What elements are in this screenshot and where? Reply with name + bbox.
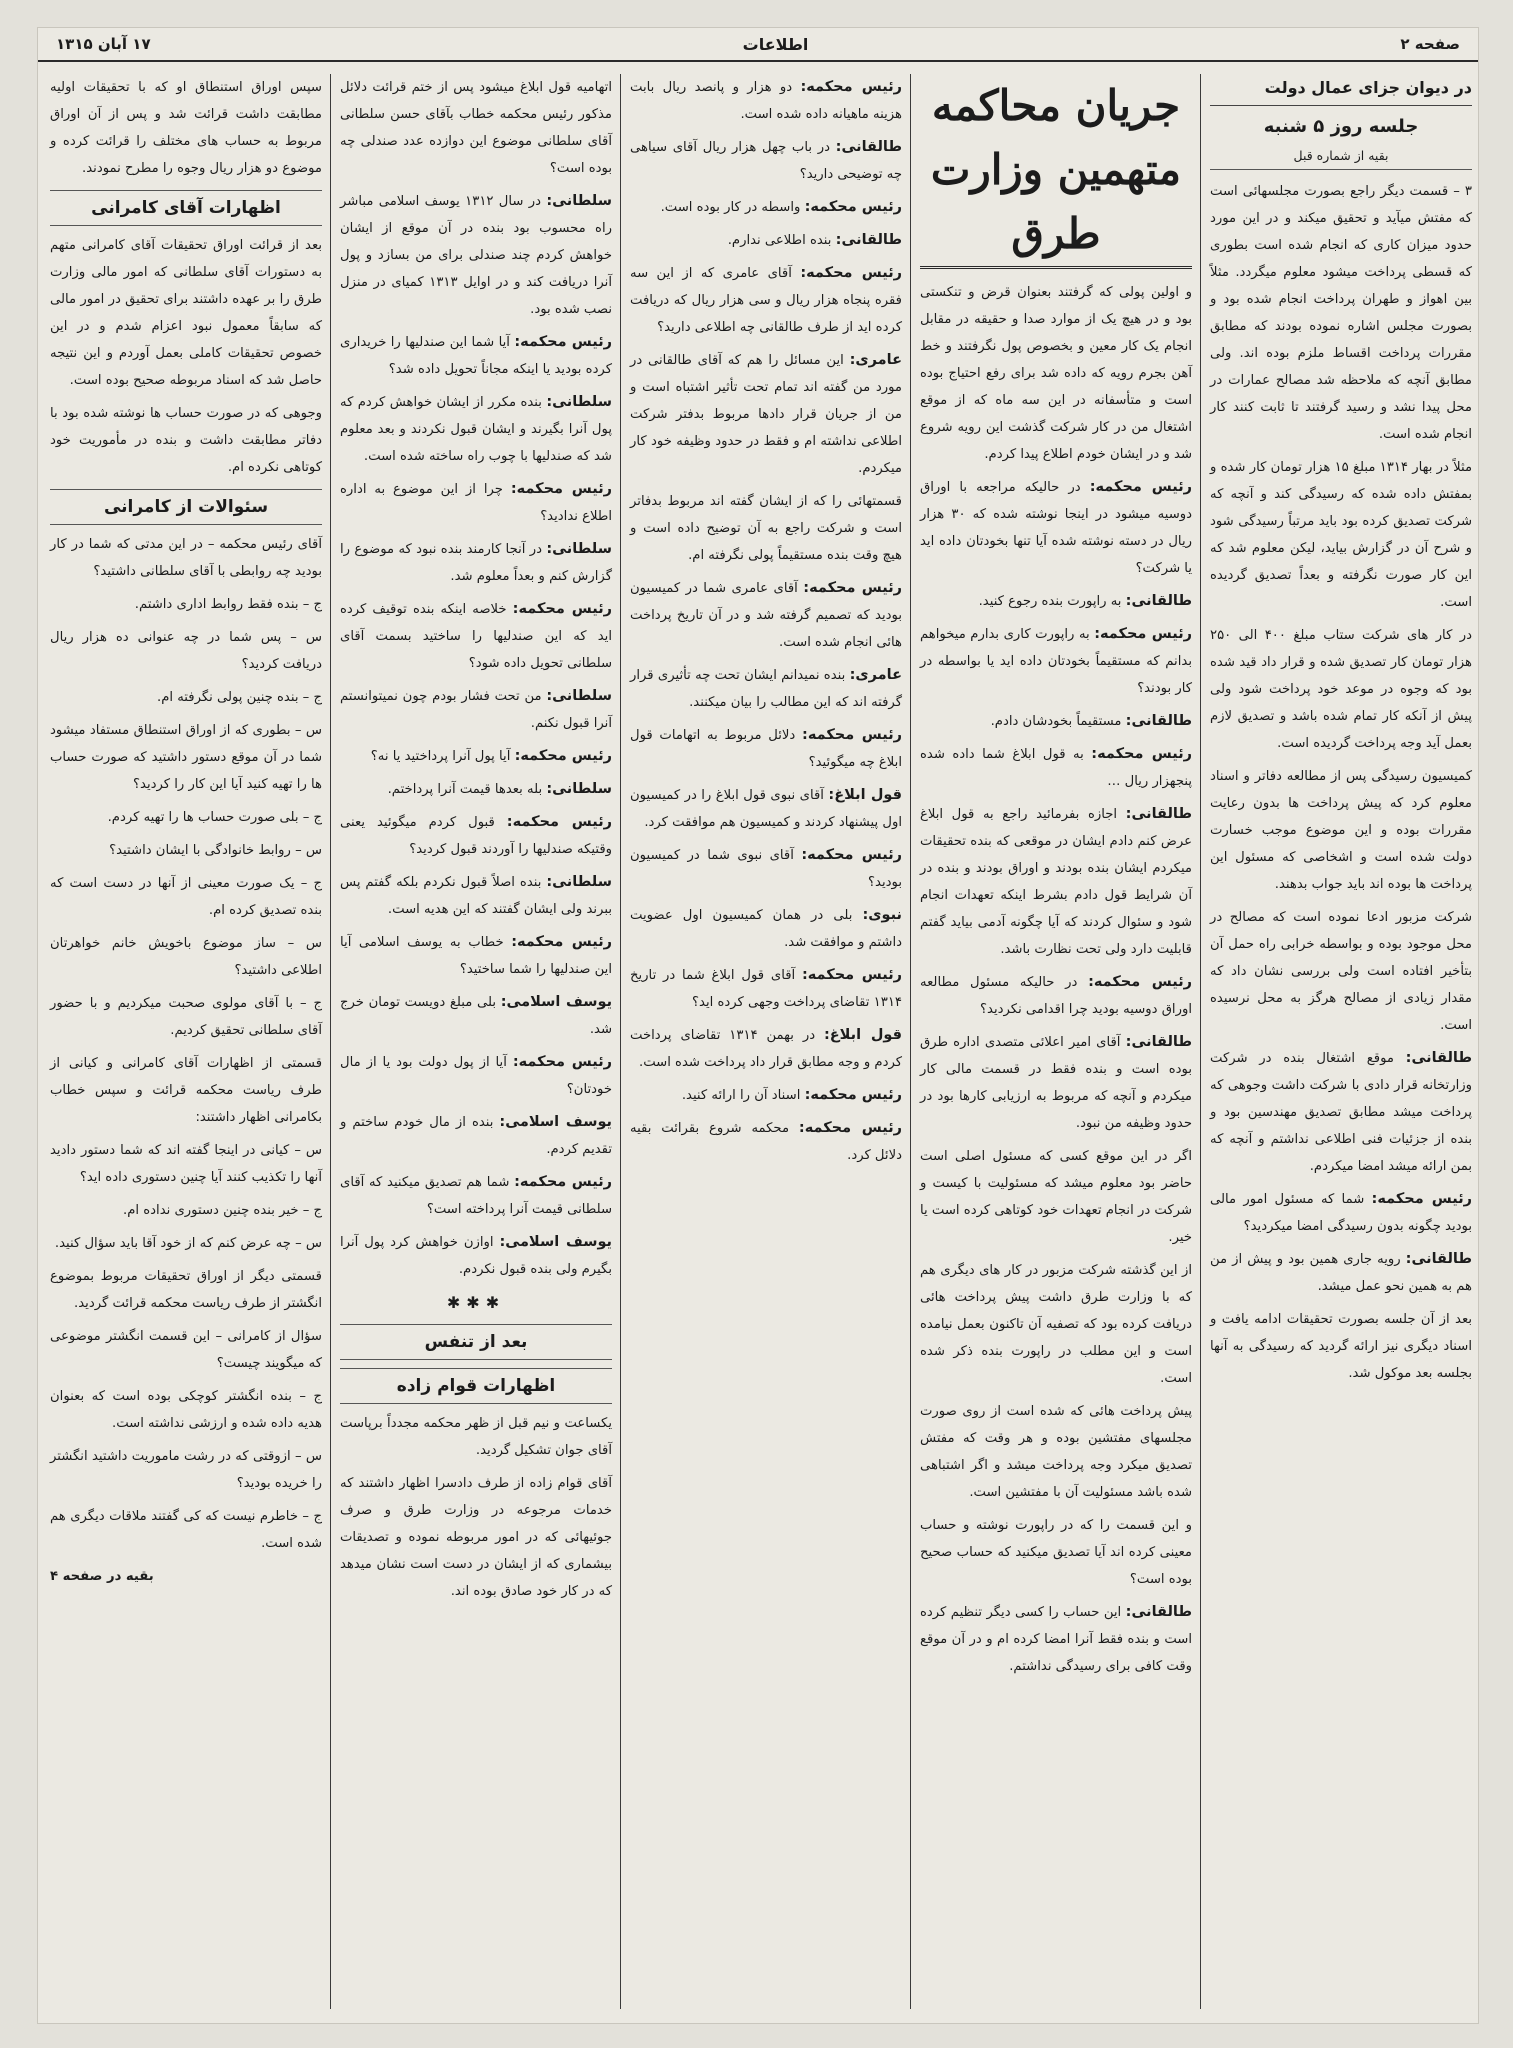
article-paragraph: طالقانی: بنده اطلاعی ندارم. [727,232,902,248]
article-paragraph: س – چه عرض کنم که از خود آقا باید سؤال کنید. [54,1236,322,1251]
speaker-name: رئیس محکمه: [514,748,612,764]
article-paragraph: طالقانی: اجازه بفرمائید راجع به قول ابلاغ عرض کنم دادم ایشان در موقعی که بنده تحقیقات میکردم ایشان بنده بودند و اوراق بودند و بنده در آن شرایط قول دادم بشرط اینکه تعهدات انجام شود و سئوال کردند که آیا چگونه آدمی بیاید گفتم قابلیت دارد ولی تحت نظارت باشد. [920,806,1192,957]
article-paragraph: یوسف اسلامی: اوازن خواهش کرد پول آنرا بگیرم ولی بنده قبول نکردم. [340,1234,613,1277]
speaker-name: یوسف اسلامی: [500,994,613,1010]
session-title: جلسه روز ۵ شنبه [1263,116,1419,137]
article-paragraph: ج – خاطرم نیست که کی گفتند ملاقات دیگری هم شده است. [50,1509,322,1551]
article-paragraph: ج – یک صورت معینی از آنها در دست است که بنده تصدیق کرده ام. [50,876,322,918]
column-rule [1200,74,1201,2009]
article-paragraph: ج – خیر بنده چنین دستوری نداده ام. [123,1203,322,1218]
speaker-name: یوسف اسلامی: [499,1114,612,1130]
article-paragraph: یوسف اسلامی: بنده از مال خودم ساختم و تقدیم کردم. [340,1114,612,1157]
article-paragraph: شرکت مزبور ادعا نموده است که مصالح در محل موجود بوده و بواسطه خرابی راه حمل آن بتأخیر افتاده است ولی بررسی نشان داد که مقدار زیادی از مصالح هرگز به محل نرسیده است. [1210,910,1472,1033]
column-5-kamrani-body [50,232,322,481]
article-paragraph: رئیس محکمه: شما که مسئول امور مالی بودید چگونه بدون رسیدگی امضا میکردید؟ [1210,1191,1473,1234]
article-paragraph: رئیس محکمه: آقای نبوی شما در کمیسیون بودید؟ [630,847,902,890]
column-1-body [1210,178,1472,1387]
article-paragraph: قسمتی از اظهارات آقای کامرانی و کیانی از طرف ریاست محکمه قرائت و سپس خطاب بکامرانی اظهار داشتند: [50,1056,322,1125]
speaker-name: رئیس محکمه: [798,1120,902,1136]
article-paragraph: عامری: بنده نمیدانم ایشان تحت چه تأثیری قرار گرفته اند که این مطالب را بیان میکنند. [630,667,902,710]
speaker-name: طالقانی: [1125,593,1192,609]
article-paragraph: پیش پرداخت هائی که شده است از روی صورت مجلسهای مفتشین بوده و هر وقت که مفتش تصدیق میکرد وجه پرداخت میشد و اگر اشتباهی شده باشد مسئولیت آن با مفتشین است. [920,1404,1192,1500]
article-paragraph: طالقانی: آقای امیر اعلائی متصدی اداره طرق بوده است و بنده فقط در قسمت مالی کار میکردم و آنچه که مربوط به ارزیابی کارها بود در حدود وظیفه من نبود. [920,1034,1192,1131]
article-paragraph: رئیس محکمه: آیا از پول دولت بود یا از مال خودتان؟ [340,1054,612,1097]
article-paragraph: یوسف اسلامی: بلی مبلغ دویست تومان خرج شد. [340,994,613,1037]
speaker-name: طالقانی: [1125,1604,1192,1620]
article-paragraph: عامری: این مسائل را هم که آقای طالقانی در مورد من گفته اند تمام تحت تأثیر اشتباه است و من از جریان قرار دادها مربوط بدفتر شرکت اطلاعی نداشته ام و فقط در حدود وظیفه خود کار میکردم. [630,352,902,476]
article-paragraph: آقای قوام زاده از طرف دادسرا اظهار داشتند که خدمات مرجوعه در وزارت طرق و صرف جوئیهائی که در امور مربوطه نموده و تصدیقات بیشماری که از ایشان در دست است نشان میدهد که در کار خود صادق بوده اند. [340,1476,612,1599]
issue-date: ۱۷ آبان ۱۳۱۵ [56,35,151,53]
column-3-body [630,74,902,1169]
article-paragraph: سلطانی: بنده مکرر از ایشان خواهش کردم که پول آنرا بگیرند و ایشان قبول نکردند و بعد معلوم شد که صندلیها با چوب راه ساخته شده است. [340,394,612,464]
article-paragraph: وجوهی که در صورت حساب ها نوشته شده بود با دفاتر مطابقت داشت و بنده در مأموریت خود کوتاهی نکرده ام. [50,406,322,475]
article-paragraph: ۳ – قسمت دیگر راجع بصورت مجلسهائی است که مفتش میآید و تحقیق میکند و در این مورد حدود میزان کاری که انجام شده است بطوری که قسطی پرداخت میشود معلوم میگردد. مثلاً بین اهواز و طهران پرداخت انجام شده بود و بصورت مجلس اشاره نموده بودند که مطابق مقررات پرداخت اقساط ملزم بوده اند. ولی مطابق آنچه که ملاحظه شد مصالح عمارات در محل پیدا نشد و رسید گرفتند تا ثابت کنند کار انجام شده است. [1210,184,1472,442]
article-paragraph: رئیس محکمه: آیا پول آنرا پرداختید یا نه؟ [370,748,612,764]
article-paragraph: س – روابط خانوادگی با ایشان داشتید؟ [109,843,322,858]
speaker-name: سلطانی: [546,781,612,797]
article-paragraph: یکساعت و نیم قبل از ظهر محکمه مجدداً برپاست آقای جوان تشکیل گردید. [340,1416,612,1458]
speaker-name: یوسف اسلامی: [499,1234,613,1250]
article-paragraph: س – کیانی در اینجا گفته اند که شما دستور دادید آنها را تکذیب کنند آیا چنین دستوری داده اید؟ [50,1143,322,1185]
article-paragraph: رئیس محکمه: آقای قول ابلاغ شما در تاریخ ۱۳۱۴ تقاضای پرداخت وجهی کرده اید؟ [630,967,902,1010]
article-paragraph: س – پس شما در چه عنوانی ده هزار ریال دریافت کردید؟ [50,630,322,672]
ornament-divider: ✱✱✱ [446,1293,506,1312]
article-paragraph: سلطانی: من تحت فشار بودم چون نمیتوانستم آنرا قبول نکنم. [340,688,612,731]
speaker-name: رئیس محکمه: [510,481,612,497]
article-paragraph: قسمتهائی را که از ایشان گفته اند مربوط بدفاتر است و شرکت راجع به آن توضیح داده است و هیچ وقت بنده مستقیماً پولی نگرفته ام. [630,494,902,563]
masthead [38,28,1478,62]
article-paragraph: رئیس محکمه: دلائل مربوط به اتهامات قول ابلاغ چه میگوئید؟ [630,727,902,770]
article-paragraph: قول ابلاغ: آقای نبوی قول ابلاغ را در کمیسیون اول پیشنهاد کردند و کمیسیون هم موافقت کرد. [630,787,903,830]
newspaper-page [38,28,1478,2023]
article-paragraph: طالقانی: در باب چهل هزار ریال آقای سیاهی چه توضیحی دارید؟ [630,139,902,182]
article-paragraph: رئیس محکمه: خلاصه اینکه بنده توقیف کرده اید که این صندلیها را ساختید بسمت آقای سلطانی تحویل داده شود؟ [340,601,612,671]
article-paragraph: طالقانی: به راپورت بنده رجوع کنید. [978,593,1192,609]
speaker-name: رئیس محکمه: [1089,479,1192,495]
article-paragraph: رئیس محکمه: در حالیکه مراجعه با اوراق دوسیه میشود در اینجا نوشته شده که ۳۰ هزار ریال در دسته نوشته شده آیا تنها بخودتان داده اید یا شرکت؟ [920,479,1192,576]
column-rule [330,74,331,2009]
article-paragraph: آقای رئیس محکمه – در این مدتی که شما در کار بودید چه روابطی با آقای سلطانی داشتید؟ [50,537,322,579]
column-rule [910,74,911,2009]
speaker-name: طالقانی: [1405,1050,1472,1066]
speaker-name: نبوی: [862,907,902,923]
section-heading-recess: بعد از تنفس [340,1324,612,1360]
speaker-name: رئیس محکمه: [506,814,612,830]
speaker-name: رئیس محکمه: [803,580,902,596]
speaker-name: طالقانی: [835,232,902,248]
article-paragraph: و اولین پولی که گرفتند بعنوان قرض و تنکستی بود و در هیچ یک از موارد صدا و حقیقه در مقابل انجام یک کار معین و بخصوص پول نگرفتند و خط آهن بجرم رویه که داده شد برای رفع احتیاج بوده است و متأسفانه در این سه ماه که از موقع اشتغال من در کار شرکت گذشت این رویه شروع شد و در ایشان خودم اطلاع پیدا کردم. [920,285,1192,462]
speaker-name: سلطانی: [546,688,612,704]
speaker-name: طالقانی: [1405,1251,1472,1267]
page-number: صفحه ۲ [1400,35,1460,53]
article-paragraph: و این قسمت را که در راپورت نوشته و حساب معینی کرده اند آیا تصدیق میکنید که حساب صحیح بوده است؟ [920,1518,1192,1587]
article-paragraph: رئیس محکمه: به قول ابلاغ شما داده شده پنجهزار ریال … [920,746,1192,789]
article-paragraph: اتهامیه قول ابلاغ میشود پس از ختم قرائت دلائل مذکور رئیس محکمه خطاب بآقای حسن سلطانی آقای سلطانی موضوع این دوازده عدد صندلی چه بوده است؟ [340,80,612,176]
article-paragraph: نبوی: بلی در همان کمیسیون اول عضویت داشتم و موافقت شد. [630,907,902,950]
speaker-name: قول ابلاغ: [823,1027,903,1043]
speaker-name: رئیس محکمه: [801,967,902,983]
article-paragraph: قسمتی دیگر از اوراق تحقیقات مربوط بموضوع انگشتر از طرف ریاست محکمه قرائت گردید. [50,1269,322,1311]
section-kicker: در دیوان جزای عمال دولت [1210,74,1472,106]
article-paragraph: سلطانی: در آنجا کارمند بنده نبود که موضوع را گزارش کنم و بعداً معلوم شد. [340,541,612,584]
speaker-name: رئیس محکمه: [1371,1191,1473,1207]
article-paragraph: ج – بنده چنین پولی نگرفته ام. [157,690,322,705]
speaker-name: عامری: [849,667,902,683]
section-heading-statements: اظهارات قوام زاده [340,1368,612,1404]
continued-on: بقیه در صفحه ۴ [50,1569,154,1584]
article-paragraph: در کار های شرکت ستاب مبلغ ۴۰۰ الی ۲۵۰ هزار تومان کار تصدیق شده و قرار داد قید شده بود که وجوه در موعد خود پرداخت شود ولی پیش از آنکه کار تمام شده باشد و تصدیق لازم بعمل آید وجه پرداخت گردیده است. [1210,628,1472,751]
speaker-name: رئیس محکمه: [1091,746,1192,762]
article-paragraph: سپس اوراق استنطاق او که با تحقیقات اولیه مطابقت داشت قرائت شد و پس از آن اوراق مربوط به حساب های مختلف را قرائت کرده و موضوع دو هزار ریال وجوه را مطرح نمودند. [50,80,322,176]
article-paragraph: قول ابلاغ: در بهمن ۱۳۱۴ تقاضای پرداخت کردم و وجه مطابق قرار داد پرداخت شده است. [630,1027,903,1070]
article-paragraph: رئیس محکمه: قبول کردم میگوئید یعنی وقتیکه صندلیها را آوردند قبول کردید؟ [340,814,612,857]
article-paragraph: سلطانی: در سال ۱۳۱۲ یوسف اسلامی مباشر راه محسوب بود بنده در آن موقع از ایشان خواهش کردم چند صندلی برای من بسازد و پول آنرا دریافت کند و در اوایل ۱۳۱۳ کمیای در منزل نصب شده بود. [340,193,612,317]
speaker-name: رئیس محکمه: [514,334,613,350]
speaker-name: طالقانی: [1125,713,1192,729]
article-paragraph: س – ساز موضوع باخویش خانم خواهرتان اطلاعی داشتید؟ [50,936,322,978]
speaker-name: رئیس محکمه: [800,265,902,281]
speaker-name: سلطانی: [546,874,612,890]
column-2 [914,74,1198,2013]
speaker-name: رئیس محکمه: [801,847,902,863]
article-paragraph: رئیس محکمه: خطاب به یوسف اسلامی آیا این صندلیها را شما ساختید؟ [340,934,612,977]
article-paragraph: سلطانی: بنده اصلاً قبول نکردم بلکه گفتم پس ببرند ولی ایشان گفتند که این هدیه است. [340,874,612,917]
continued-note: بقیه از شماره قبل [1210,142,1472,170]
article-paragraph: رئیس محکمه: محکمه شروع بقرائت بقیه دلائل کرد. [630,1120,902,1163]
article-paragraph: طالقانی: مستقیماً بخودشان دادم. [990,713,1192,729]
article-paragraph: اگر در این موقع کسی که مسئول اصلی است حاضر بود معلوم میشد که مسئولیت با کیست و شرکت در انجام تعهدات خود کوتاهی کرده است یا خیر. [920,1149,1192,1245]
article-paragraph: طالقانی: رویه جاری همین بود و پیش از من هم به همین نحو عمل میشد. [1210,1251,1472,1294]
speaker-name: رئیس محکمه: [512,1054,612,1070]
article-paragraph: رئیس محکمه: شما هم تصدیق میکنید که آقای سلطانی قیمت آنرا پرداخته است؟ [340,1174,612,1217]
speaker-name: رئیس محکمه: [511,934,612,950]
column-1 [1204,74,1478,2013]
speaker-name: رئیس محکمه: [514,1174,612,1190]
speaker-name: رئیس محکمه: [1094,626,1192,642]
article-paragraph: طالقانی: موقع اشتغال بنده در شرکت وزارتخانه قرار دادی با شرکت داشت وجوهی که پرداخت میشد مطابق تصدیق مهندسین بود و بنده از جزئیات فنی اطلاعی نداشتم و آنچه که بمن ارائه میشد امضا میکردم. [1210,1050,1472,1174]
speaker-name: رئیس محکمه: [802,727,902,743]
article-paragraph: از این گذشته شرکت مزبور در کار های دیگری هم که با وزارت طرق داشت پیش پرداخت هائی دریافت کرده بود که تصفیه آن تاکنون بعمل نیامده است و این مطلب در راپورت بنده ذکر شده است. [920,1263,1192,1386]
column-4 [334,74,618,2013]
article-paragraph: ج – بنده فقط روابط اداری داشتم. [134,597,322,612]
speaker-name: رئیس محکمه: [512,601,612,617]
speaker-name: سلطانی: [546,394,612,410]
article-paragraph: سلطانی: بله بعدها قیمت آنرا پرداختم. [387,781,612,797]
column-5-qa-body [50,531,322,1557]
column-5-top-body [50,74,322,182]
article-paragraph: طالقانی: این حساب را کسی دیگر تنظیم کرده است و بنده فقط آنرا امضا کرده ام و در آن موقع وقت کافی برای رسیدگی نداشتم. [920,1604,1192,1674]
speaker-name: عامری: [849,352,902,368]
column-5 [44,74,328,2013]
article-paragraph: رئیس محکمه: در حالیکه مسئول مطالعه اوراق دوسیه بودید چرا اقدامی نکردید؟ [920,974,1192,1017]
article-paragraph: رئیس محکمه: چرا از این موضوع به اداره اطلاع ندادید؟ [340,481,612,524]
column-3 [624,74,908,2013]
speaker-name: رئیس محکمه: [804,1087,902,1103]
main-headline: جریان محاکمه متهمین وزارت طرق [920,74,1192,269]
newspaper-name: اطلاعات [742,34,809,54]
article-paragraph: رئیس محکمه: آیا شما این صندلیها را خریداری کرده بودید یا اینکه مجاناً تحویل داده شد؟ [340,334,613,377]
article-paragraph: رئیس محکمه: دو هزار و پانصد ریال بابت هزینه ماهیانه داده شده است. [630,79,902,122]
speaker-name: سلطانی: [546,193,612,209]
speaker-name: طالقانی: [1125,806,1192,822]
article-paragraph: رئیس محکمه: به راپورت کاری بدارم میخواهم بدانم که مستقیماً بخودتان داده اید یا بواسطه در کار بودند؟ [920,626,1192,696]
article-paragraph: سؤال از کامرانی – این قسمت انگشتر موضوعی که میگویند چیست؟ [50,1329,322,1371]
article-paragraph: ج – بلی صورت حساب ها را تهیه کردم. [107,810,322,825]
section-heading-kamrani: اظهارات آقای کامرانی [50,190,322,226]
article-paragraph: ج – بنده انگشتر کوچکی بوده است که بعنوان هدیه داده شده و ارزشی نداشته است. [50,1389,322,1431]
article-paragraph: بعد از آن جلسه بصورت تحقیقات ادامه یافت و اسناد دیگری نیز ارائه گردید که رسیدگی به آنها بجلسه بعد موکول شد. [1210,1312,1472,1381]
speaker-name: قول ابلاغ: [828,787,903,803]
speaker-name: رئیس محکمه: [1088,974,1192,990]
article-paragraph: رئیس محکمه: واسطه در کار بوده است. [660,199,902,215]
article-paragraph: ج – با آقای مولوی صحبت میکردیم و با حضور آقای سلطانی تحقیق کردیم. [50,996,322,1038]
column-4-after-body [340,1410,612,1605]
article-paragraph: مثلاً در بهار ۱۳۱۴ مبلغ ۱۵ هزار تومان کار شده و بمفتش داده شده که رسیدگی کند و آنچه که شرکت تصدیق کرده بود باید مرتباً رسیدگی شود و شرح آن در گزارش بیاید، لیکن معلوم شد که این کار صورت نگرفته و بعداً تصدیق گردیده است. [1210,460,1473,610]
article-paragraph: رئیس محکمه: آقای عامری که از این سه فقره پنجاه هزار ریال و سی هزار ریال که دریافت کرده اید از طرف طالقانی چه اطلاعی دارید؟ [630,265,902,335]
speaker-name: طالقانی: [835,139,902,155]
column-4-body [340,74,612,1283]
speaker-name: رئیس محکمه: [800,79,902,95]
column-2-body [920,279,1192,1680]
column-rule [620,74,621,2009]
article-paragraph: رئیس محکمه: آقای عامری شما در کمیسیون بودید که تصمیم گرفته شد و در آن تاریخ پرداخت هائی انجام شده است. [630,580,902,650]
article-paragraph: بعد از قرائت اوراق تحقیقات آقای کامرانی متهم به دستورات آقای سلطانی که امور مالی وزارت طرق را بر عهده داشتند برای تحقیق در امور مالی که سابقاً معمول نبود اعزام شدم و در این خصوص تحقیقات کاملی بعمل آوردم و این نتیجه حاصل شد که اسناد مربوطه صحیح بوده است. [50,238,322,388]
speaker-name: طالقانی: [1125,1034,1192,1050]
article-paragraph: س – بطوری که از اوراق استنطاق مستفاد میشود شما در آن موقع دستور داشتید که صورت حساب ها را تهیه کنید آیا این کار را کردید؟ [50,723,322,792]
article-paragraph: رئیس محکمه: اسناد آن را ارائه کنید. [681,1087,902,1103]
article-paragraph: س – ازوقتی که در رشت ماموریت داشتید انگشتر را خریده بودید؟ [50,1449,322,1491]
speaker-name: سلطانی: [546,541,612,557]
section-heading-questions: سئوالات از کامرانی [50,489,322,525]
article-paragraph: کمیسیون رسیدگی پس از مطالعه دفاتر و اسناد معلوم کرد که پیش پرداخت ها بدون رعایت مقررات بوده و این موضوع موجب خسارت دولت شده است و اشخاصی که مسئول این پرداخت ها بوده اند باید جواب بدهند. [1210,769,1472,892]
speaker-name: رئیس محکمه: [804,199,902,215]
